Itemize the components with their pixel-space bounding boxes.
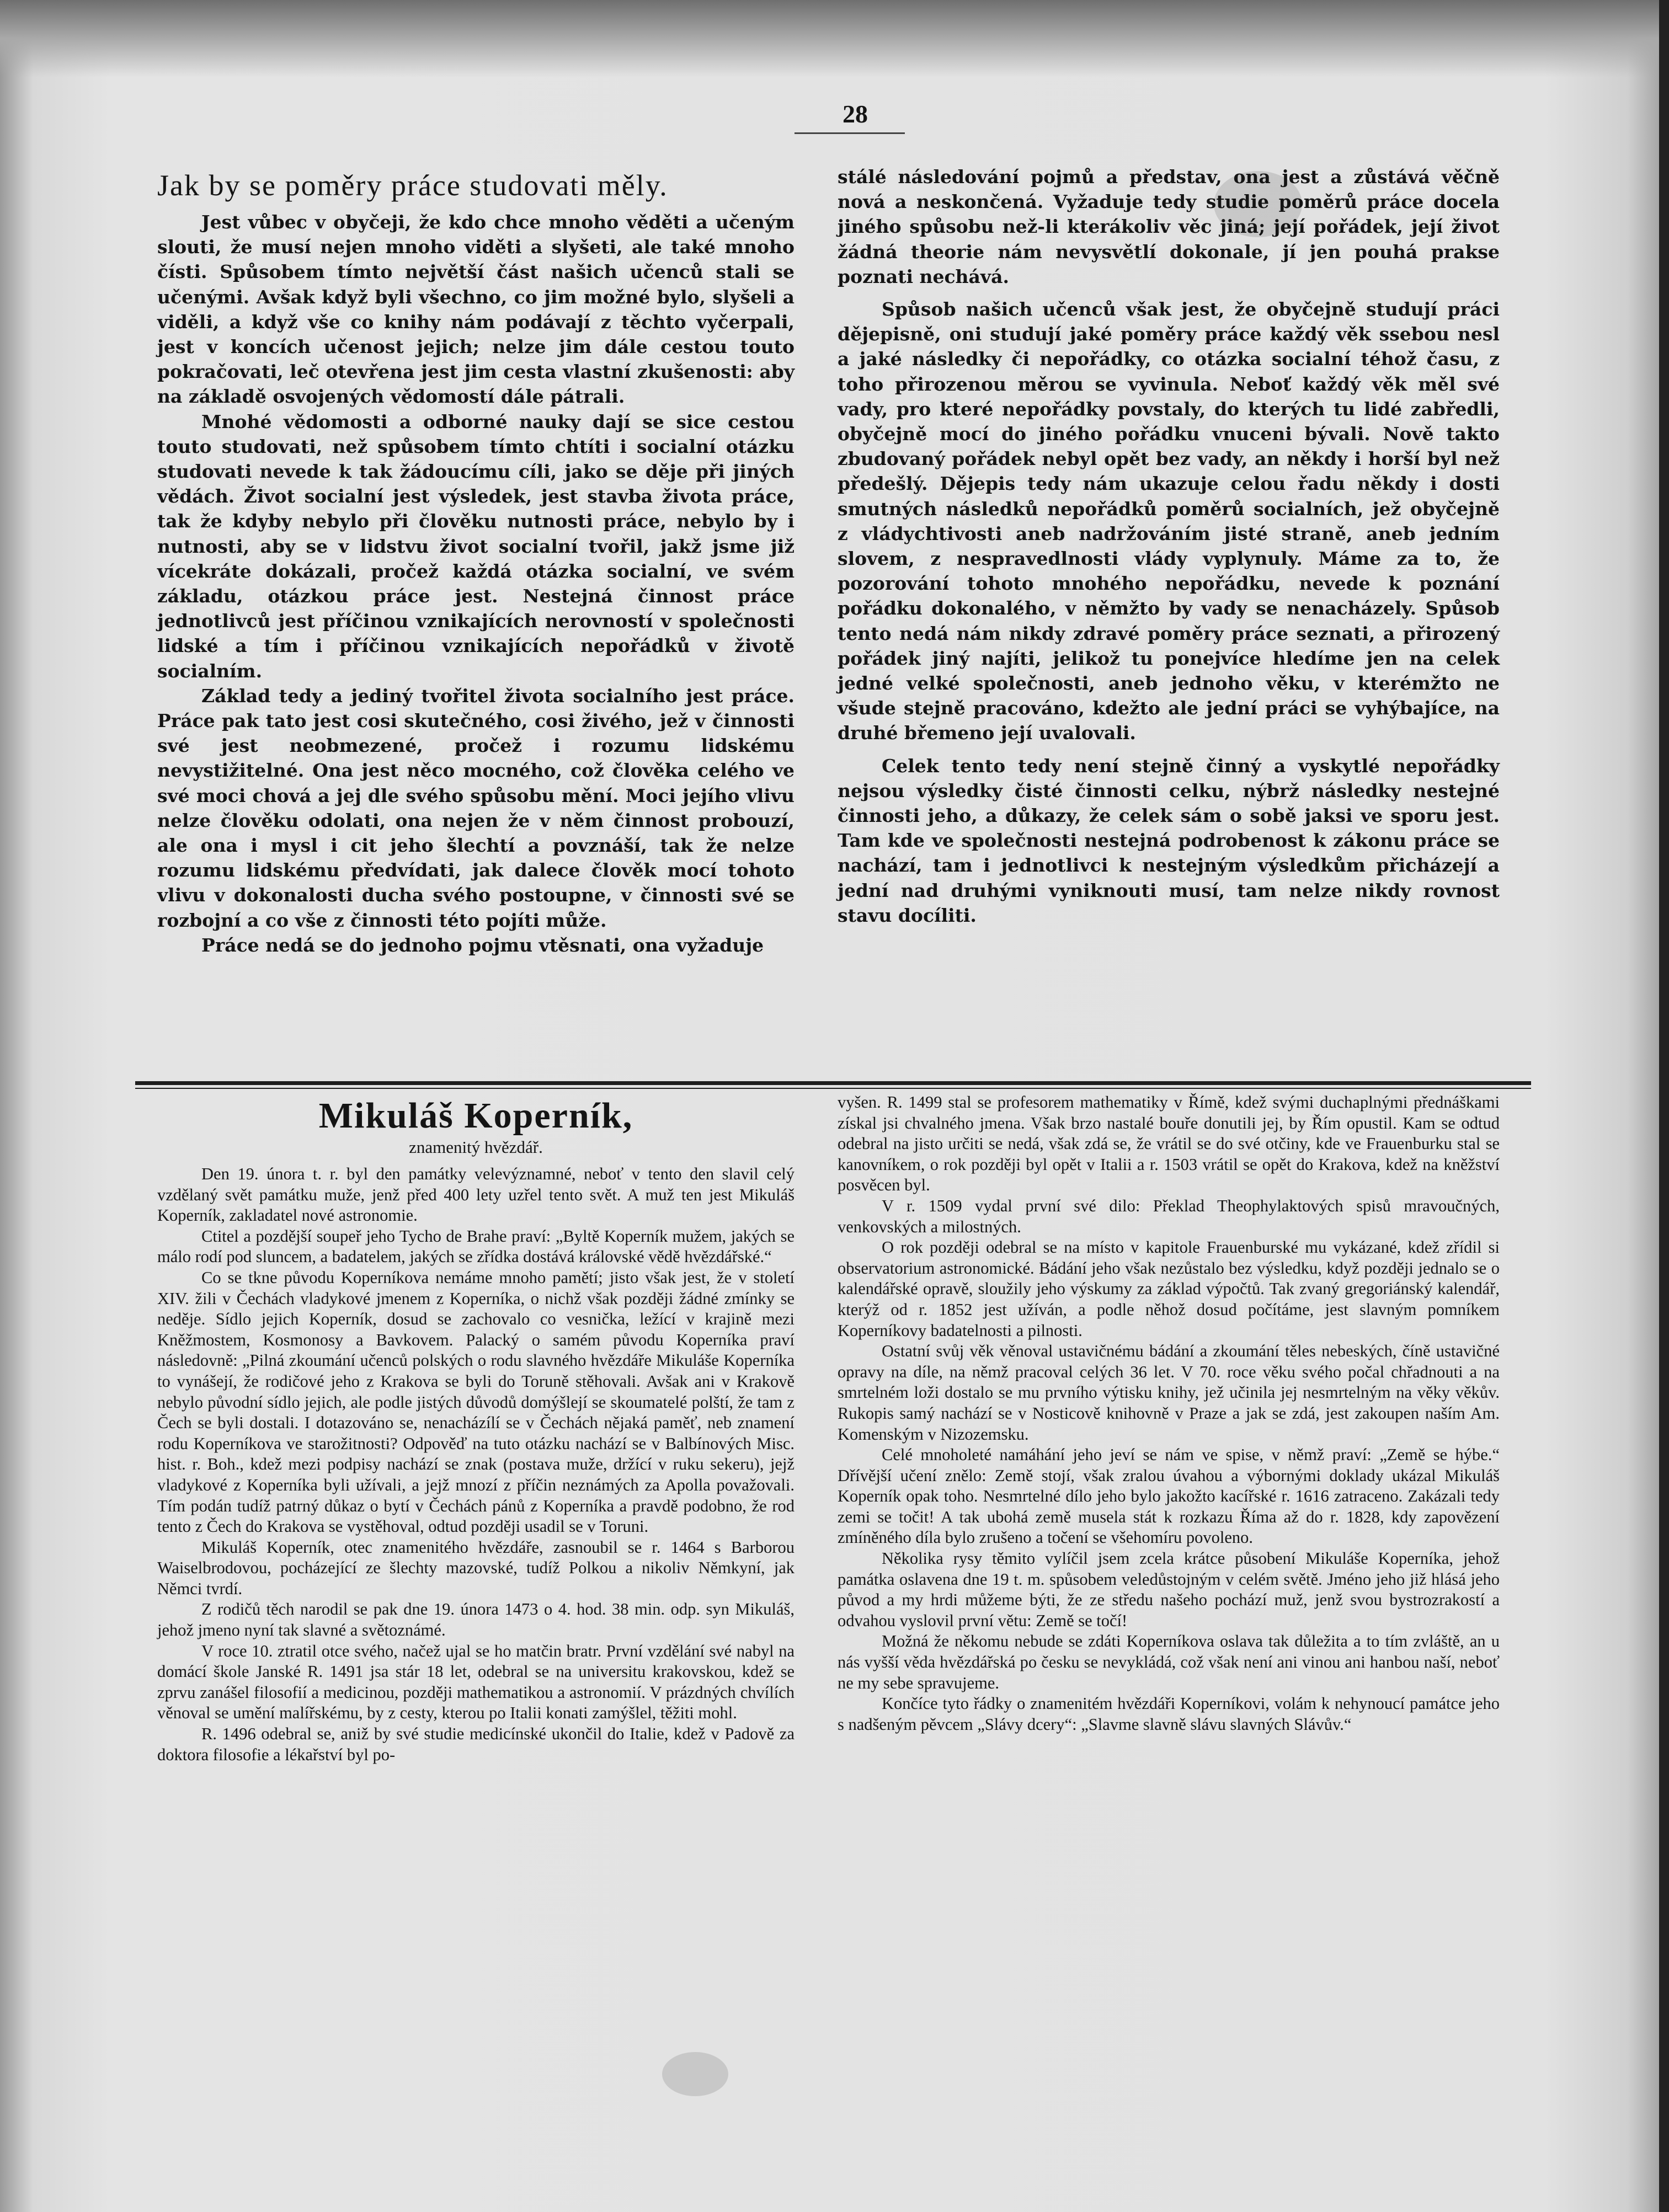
paragraph: Ctitel a pozdější soupeř jeho Tycho de Brahe praví: „Byltě Koperník mužem, jakých se málo rodí pod sluncem, a badatelem, jakých se zřídka dostává královské vědě hvězdářské.“ xyxy=(157,1226,794,1267)
paragraph: vyšen. R. 1499 stal se profesorem mathematiky v Římě, kdež svými duchaplnými přednáškami získal jsi chvalného jmena. Však brzo nastalé bouře donutili jej, by Řím opustil. Kam se odtud odebral na jisto určiti se nedá, však zdá se, že vrátil se do své otčiny, kde ve Frauenburku stal se kanovníkem, o rok později byl opět v Italii a r. 1503 vrátil se opět do Krakova, kdež na kněžství posvěcen byl. xyxy=(838,1093,1500,1195)
paragraph: Mnohé vědomosti a odborné nauky dají se sice cestou touto studovati, než spůsobem tímto chtíti i socialní otázku studovati nevede k tak žádoucímu cíli, jako se děje při jiných vědách. Život socialní jest výsledek, jest stavba života práce, tak že kdyby nebylo při člověku nutnosti práce, nebylo by i nutnosti, aby se v lidstvu život socialní tvořil, jakž jsme již vícekráte dokázali, pročež každá otázka socialní, ve svém základu, otázkou práce jest. Nestejná činnost práce jednotlivců jest příčinou vznikajících nerovností v společnosti lidské a tím i příčinou vznikajících nepořádků v životě socialním. xyxy=(157,410,794,682)
paragraph: V r. 1509 vydal první své dilo: Překlad Theophylaktových spisů mravoučných, venkovských a milostných. xyxy=(838,1196,1500,1236)
paragraph: stálé následování pojmů a představ, ona jest a zůstává věčně nová a neskončená. Vyžaduje tedy studie poměrů práce docela jiného spůsobu než-li kterákoliv věc jiná; její pořádek, její život žádná theorie nám nevysvětlí dokonale, jí jen pouhá prakse poznati nechává. xyxy=(838,166,1500,287)
article-subtitle-kopernik: znamenitý hvězdář. xyxy=(409,1137,543,1157)
paragraph: Několika rysy těmito vylíčil jsem zcela krátce působení Mikuláše Koperníka, jehož památka oslavena dne 19 t. m. spůsobem veledůstojným v celém světě. Jméno jeho již hlásá jeho původ a my hrdi můžeme býti, že ze středu našeho pochází muž, jenž svou bystrozrakostí a odvahou vyslovil první větu: Země se točí! xyxy=(838,1549,1500,1630)
paragraph: Práce nedá se do jednoho pojmu vtěsnati, ona vyžaduje xyxy=(201,934,764,956)
article-kopernik-right-column xyxy=(838,1092,1500,1735)
paragraph: Možná že někomu nebude se zdáti Koperníkova oslava tak důležita a to tím zvláště, an u nás vyšší věda hvězdářská po česku se nevykládá, což však není ani vinou ani hanbou naší, neboť ne my sebe spravujeme. xyxy=(838,1632,1500,1692)
scan-edge-right xyxy=(1659,0,1669,2212)
paragraph: Končíce tyto řádky o znamenitém hvězdáři Koperníkovi, volám k nehynoucí památce jeho s nadšeným pěvcem „Slávy dcery“: „Slavme slavně slávu slavných Slávův.“ xyxy=(838,1694,1500,1734)
paragraph: Jest vůbec v obyčeji, že kdo chce mnoho věděti a učeným slouti, že musí nejen mnoho viděti a slyšeti, ale také mnoho čísti. Spůsobem tímto největší část našich učenců stali se učenými. Avšak když byli všechno, co jim možné bylo, slyšeli a viděli, a když vše co knihy nám podávají z těchto vyčerpali, jest v koncích učenost jejich; nelze jim dále cestou touto pokračovati, leč otevřena jest jim cesta vlastní zkušenosti: aby na základě osvojených vědomostí dále pátrali. xyxy=(157,211,794,408)
paragraph: Mikuláš Koperník, otec znamenitého hvězdáře, zasnoubil se r. 1464 s Barborou Waiselbrodovou, pocházející ze šlechty mazovské, tudíž Polkou a nikoliv Němkyní, jak Němci tvrdí. xyxy=(157,1537,794,1598)
paragraph: Základ tedy a jediný tvořitel života socialního jest práce. Práce pak tato jest cosi skutečného, cosi živého, jež v činnosti své jest neobmezené, pročež i rozumu lidskému nevystižitelné. Ona jest něco mocného, což člověka celého ve své moci chová a jej dle svého spůsobu mění. Moci jejího vlivu nelze člověku odolati, ona nejen že v něm činnost probouzí, ale ona i mysl i cit jeho šlechtí a povznáší, tak že nelze rozumu lidskému předvídati, jak dalece člověk mocí tohoto vlivu v dokonalosti ducha svého postoupne, v činnosti své se rozbojní a co vše z činnosti této pojíti může. xyxy=(157,685,794,931)
article-kopernik-left-column xyxy=(157,1164,794,1765)
page-number-rule xyxy=(794,132,905,134)
paragraph: Den 19. února t. r. byl den památky velevýznamné, neboť v tento den slavil celý vzdělaný svět památku muže, jenž před 400 lety uzřel tento svět. A muž ten jest Mikuláš Koperník, zakladatel nové astronomie. xyxy=(157,1164,794,1225)
page-number: 28 xyxy=(843,100,868,128)
article-labor-left-column xyxy=(157,210,794,958)
paragraph: Z rodičů těch narodil se pak dne 19. února 1473 o 4. hod. 38 min. odp. syn Mikuláš, jehož jmeno nyní tak slavné a světoznámé. xyxy=(157,1600,794,1640)
paragraph: Celé mnoholeté namáhání jeho jeví se nám ve spise, v němž praví: „Země se hýbe.“ Dřívější učení znělo: Země stojí, však zralou úvahou a výbornými doklady ukázal Mikuláš Koperník opak toho. Nesmrtelné dílo jeho bylo jakožto kacířské r. 1616 zatraceno. Zakázali tedy zemi se točit! A tak ubohá země musela stát k rozkazu Říma až do r. 1828, kdy zapovězení zmíněného díla bylo zrušeno a točení se všehomíru povoleno. xyxy=(838,1445,1500,1547)
paragraph: Spůsob našich učenců však jest, že obyčejně studují práci dějepisně, oni studují jaké poměry práce každý věk ssebou nesl a jaké následky či nepořádky, co otázka socialní téhož času, z toho přirozenou měrou se vyvinula. Neboť každý věk měl své vady, pro které nepořádky povstaly, do kterých tu lidé zabředli, obyčejně mocí do jiného pořádku vnuceni bývali. Nově takto zbudovaný pořádek nebyl opět bez vady, an někdy i horší byl než předešlý. Dějepis tedy nám ukazuje celou řadu někdy i dosti smutných následků nepořádků poměrů socialních, jež obyčejně z vládychtivosti aneb nadržováním jisté straně, aneb jedním slovem, z nespravedlnosti vlády vyplynuly. Máme za to, že pozorování tohoto mnohého nepořádku, nevede k poznání pořádku dokonalého, v němžto by vady se nenacházely. Spůsob tento nedá nám nikdy zdravé poměry práce seznati, a přirozený pořádek jiný najíti, jelikož tu ponejvíce hledíme jen na celek jedné velké společnosti, aneb jednoho věku, v kterémžto ne všude stejně pracováno, kdežto ale jední práci se vyhýbajíce, na druhé břemeno její uvalovali. xyxy=(838,298,1500,744)
paragraph: V roce 10. ztratil otce svého, načež ujal se ho matčin bratr. První vzdělání své nabyl na domácí škole Janské R. 1491 jsa stár 18 let, odebral se na universitu krakovskou, kdež se zprvu zanášel filosofií a medicinou, později mathematikou a astronomií. V prázdných chvílích věnoval se umění malířskému, by z cesty, kterou po Italii konati zamýšlel, těžiti mohl. xyxy=(157,1641,794,1723)
article-title-labor: Jak by se poměry práce studovati měly. xyxy=(157,169,668,202)
paragraph: O rok později odebral se na místo v kapitole Frauenburské mu vykázané, kdež zřídil si observatorium astronomické. Bádání jeho však nezůstalo bez výsledku, když později jednalo se o kalendářské opravě, sloužily jeho výskumy za základ výpočtů. Tak zvaný gregoriánský kalendář, kterýž od r. 1852 jest užíván, a podle něhož dosud počítáme, jest slavným pomníkem Koperníkovy badatelnosti a pilnosti. xyxy=(838,1238,1500,1340)
section-divider xyxy=(135,1081,1531,1085)
article-title-kopernik: Mikuláš Koperník, xyxy=(318,1096,633,1136)
paragraph: Co se tkne původu Koperníkova nemáme mnoho pamětí; jisto však jest, že v století XIV. žili v Čechách vladykové jmenem z Koperníka, o nichž však později žádné zmínky se neděje. Sídlo jejich Koperník, dosud se zachovalo co vesnička, ležící v krajině mezi Kněžmostem, Kosmonosy a Bavkovem. Palacký o samém původu Koperníka praví následovně: „Pilná zkoumání učenců polských o rodu slavného hvězdáře Mikuláše Koperníka to vynášejí, že rodičové jeho z Krakova se byli do Toruně stěhovali. Avšak ani v Krakově nebylo původní sídlo jejich, ale podle jistých důvodů domýšlejí se skoumatelé polští, že tam z Čech se byli dostali. I dotazováno se, nenacházílí se v Čechách nějaká paměť, neb znamení rodu Koperníkova ve starožitnosti? Odpověď na tuto otázku nachází se v Balbínových Misc. hist. r. Boh., kdež mezi podpisy nachází se znak (postava muže, držící v ruku sekeru), jejž vladykové z Koperníka byli užívali, a jejž mnozí z příčin neznámých za Apolla považovali. Tím podán tudíž patrný důkaz o bytí v Čechách pánů z Koperníka a pravdě podobno, že rod tento z Čech do Krakova se vystěhoval, odtud později usadil se v Toruni. xyxy=(157,1268,794,1536)
paragraph: Celek tento tedy není stejně činný a vyskytlé nepořádky nejsou výsledky čisté činnosti celku, nýbrž následky nestejné činnosti jeho, a důkazy, že celek sám o sobě jaksi ve sporu jest. Tam kde ve společnosti nestejná podrobenost k zákonu práce se nachází, tam i jednotlivci k nestejným výsledkům přicházejí a jední nad druhými vyniknouti musí, tam nelze nikdy rovnost stavu docíliti. xyxy=(838,755,1500,926)
scan-shadow-top xyxy=(0,0,1669,77)
article-labor-right-column xyxy=(838,164,1500,928)
paragraph: R. 1496 odebral se, aniž by své studie medicínské ukončil do Italie, kdež v Padově za doktora filosofie a lékařství byl po- xyxy=(157,1724,794,1764)
paragraph: Ostatní svůj věk věnoval ustavičnému bádání a zkoumání těles nebeských, číně ustavičné opravy na díle, na němž pracoval celých 36 let. V 70. roce věku svého počal chřadnouti a na smrtelném loži dostalo se mu prvního výtisku knihy, jež učinila jej nesmrtelným na věky věkův. Rukopis samý nachází se v Nosticově knihovně v Praze a jak se zdá, jest zakoupen naším Am. Komenským v Nizozemsku. xyxy=(838,1342,1500,1444)
section-divider xyxy=(135,1088,1531,1089)
paper-stain xyxy=(662,2052,728,2096)
